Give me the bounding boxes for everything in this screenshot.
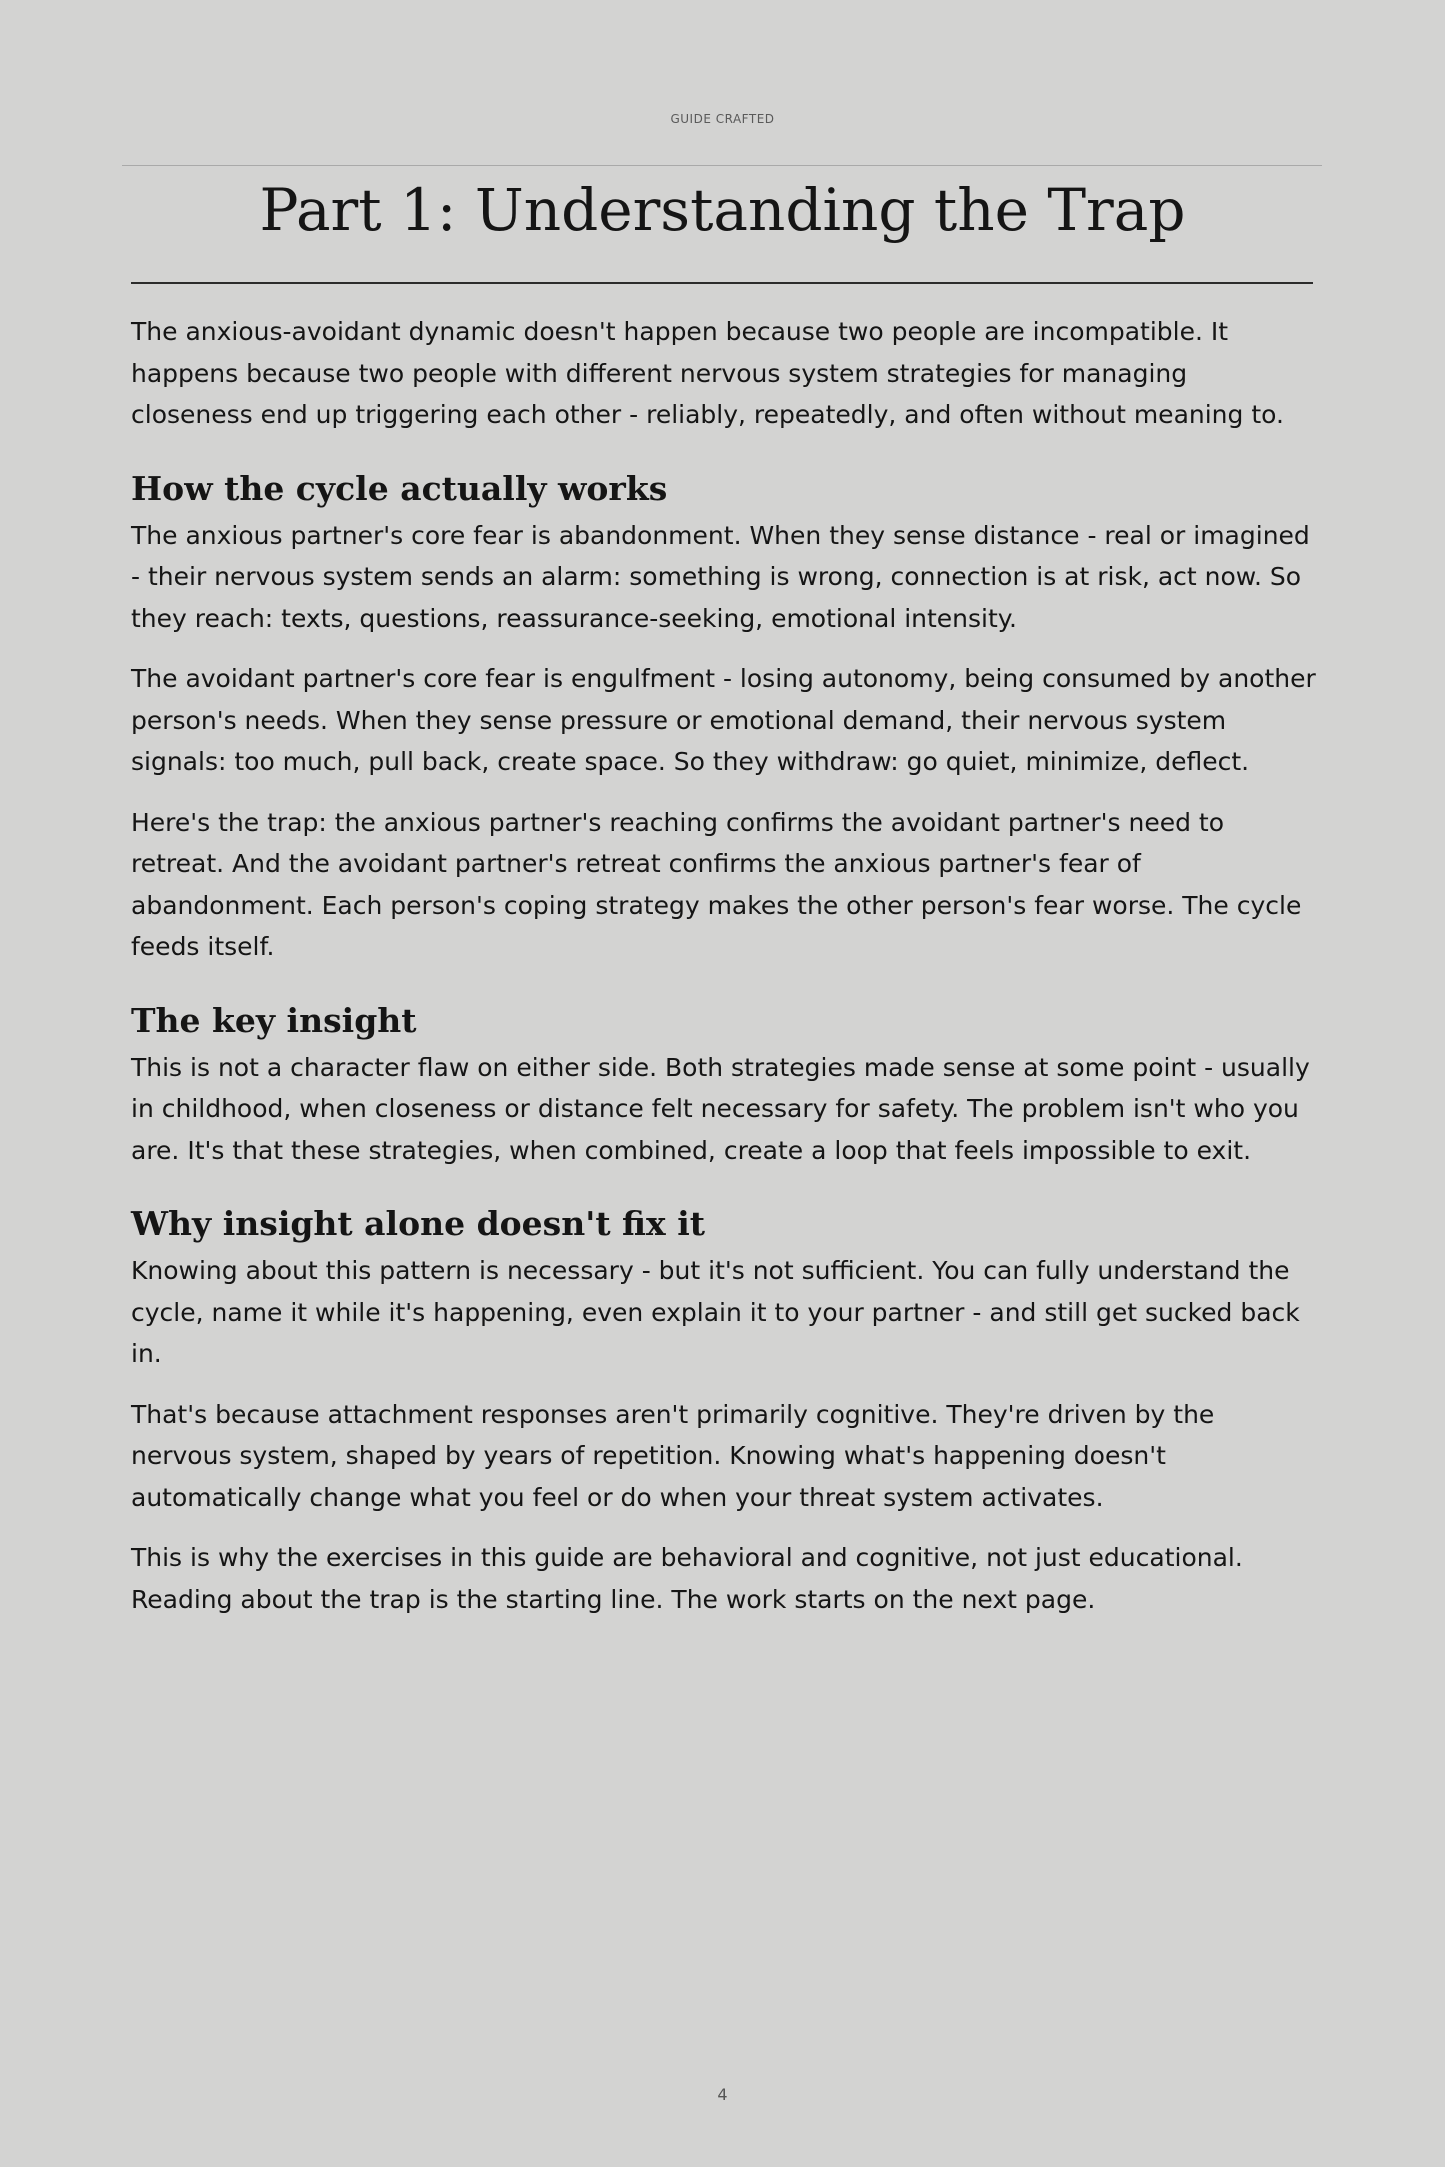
body-paragraph: This is why the exercises in this guide are behavioral and cognitive, not just educational. Reading about the trap is the starting line. The work starts on the next page.	[131, 1543, 1243, 1614]
page-body	[131, 311, 1316, 1639]
page-number: 4	[717, 2085, 728, 2104]
body-paragraph: Knowing about this pattern is necessary - but it's not sufficient. You can fully understand the cycle, name it while it's happening, even explain it to your partner - and still get sucked back in.	[131, 1256, 1300, 1368]
body-paragraph: The avoidant partner's core fear is engulfment - losing autonomy, being consumed by another person's needs. When they sense pressure or emotional demand, their nervous system signals: too much, pull back, create space. So they withdraw: go quiet, minimize, deflect.	[131, 664, 1316, 776]
body-paragraph: This is not a character flaw on either side. Both strategies made sense at some point - usually in childhood, when closeness or distance felt necessary for safety. The problem isn't who you are. It's that these strategies, when combined, create a loop that feels impossible to exit.	[131, 1052, 1310, 1165]
intro-paragraph: The anxious-avoidant dynamic doesn't happen because two people are incompatible. It happens because two people with different nervous system strategies for managing closeness end up triggering each other - reliably, repeatedly, and often without meaning to.	[131, 317, 1284, 429]
header-divider	[122, 165, 1322, 166]
page-title: Part 1: Understanding the Trap	[259, 176, 1186, 244]
running-header: GUIDE CRAFTED	[670, 112, 775, 126]
section-heading-insight: The key insight	[131, 1000, 417, 1040]
title-divider	[131, 282, 1313, 284]
section-heading-why: Why insight alone doesn't fix it	[131, 1204, 705, 1243]
body-paragraph: That's because attachment responses aren't primarily cognitive. They're driven by the nervous system, shaped by years of repetition. Knowing what's happening doesn't automatically change what you feel or do when your threat system activates.	[131, 1399, 1215, 1512]
section-heading-cycle: How the cycle actually works	[131, 468, 668, 508]
body-paragraph: The anxious partner's core fear is abandonment. When they sense distance - real or imagined - their nervous system sends an alarm: something is wrong, connection is at risk, act now. So they reach: texts, questions, reassurance-seeking, emotional intensity.	[131, 520, 1310, 633]
body-paragraph: Here's the trap: the anxious partner's reaching confirms the avoidant partner's need to retreat. And the avoidant partner's retreat confirms the anxious partner's fear of abandonment. Each person's coping strategy makes the other person's fear worse. The cycle feeds itself.	[131, 807, 1302, 961]
